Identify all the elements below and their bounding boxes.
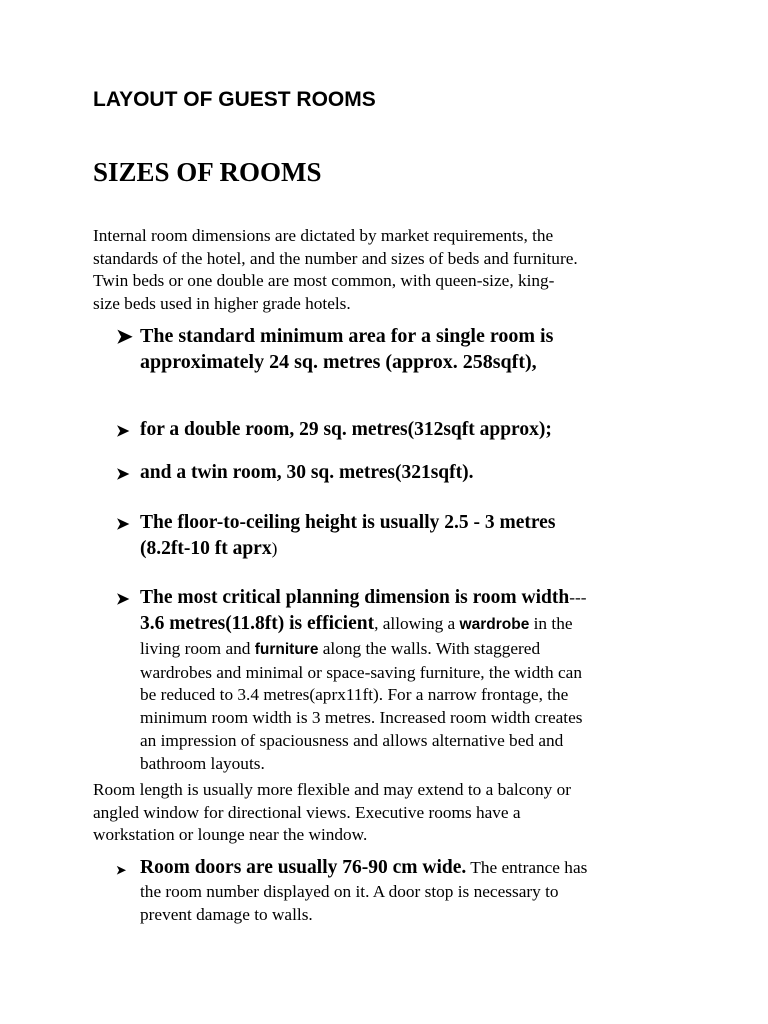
bullet-double-room: for a double room, 29 sq. metres(312sqft approx);	[140, 419, 552, 440]
page-title: LAYOUT OF GUEST ROOMS	[93, 88, 376, 111]
bullet-line: bathroom layouts.	[140, 753, 265, 773]
bullet-ceiling-height	[140, 510, 680, 562]
bullet-text: along the walls. With staggered	[318, 639, 541, 658]
bullet-text: in the	[529, 614, 573, 633]
paragraph-line: Room length is usually more flexible and may extend to a balcony or	[93, 780, 572, 799]
bullet-text: living room and	[140, 639, 255, 658]
bullet-twin-room: and a twin room, 30 sq. metres(321sqft).	[140, 462, 474, 483]
bullet-line	[140, 856, 680, 881]
bullet-text: Room doors are usually 76-90 cm wide.	[140, 857, 467, 878]
bullet-line: prevent damage to walls.	[140, 904, 313, 924]
bullet-line: be reduced to 3.4 metres(aprx11ft). For a narrow frontage, the	[140, 685, 569, 705]
bullet-line: minimum room width is 3 metres. Increased room width creates	[140, 708, 583, 728]
section-heading: SIZES OF ROOMS	[93, 157, 322, 187]
bullet-text: wardrobe	[459, 616, 530, 633]
room-length-paragraph	[93, 779, 683, 847]
bullet-arrow-icon: ➤	[116, 326, 133, 348]
bullet-text: (8.2ft-10 ft aprx	[140, 538, 272, 559]
bullet-line	[140, 536, 680, 562]
intro-line: size beds used in higher grade hotels.	[93, 294, 351, 314]
bullet-line	[140, 638, 680, 662]
bullet-text: 3.6 metres(11.8ft) is efficient	[140, 613, 375, 634]
bullet-text: ---	[569, 588, 587, 607]
bullet-text: )	[271, 539, 278, 558]
bullet-arrow-icon: ➤	[116, 466, 130, 483]
intro-line: standards of the hotel, and the number and sizes of beds and furniture.	[93, 248, 578, 268]
bullet-line	[140, 611, 680, 638]
bullet-arrow-icon: ➤	[116, 591, 130, 608]
bullet-arrow-icon: ➤	[116, 516, 130, 533]
paragraph-line: workstation or lounge near the window.	[93, 825, 368, 845]
bullet-line: the room number displayed on it. A door stop is necessary to	[140, 882, 559, 901]
intro-line: Internal room dimensions are dictated by market requirements, the	[93, 226, 554, 245]
bullet-line: approximately 24 sq. metres (approx. 258sqft),	[140, 351, 537, 373]
intro-line: Twin beds or one double are most common, with queen-size, king-	[93, 271, 555, 291]
paragraph-line: angled window for directional views. Executive rooms have a	[93, 802, 521, 822]
bullet-line: The floor-to-ceiling height is usually 2.5 - 3 metres	[140, 512, 556, 533]
bullet-text: The most critical planning dimension is room width	[140, 587, 570, 608]
bullet-text: The entrance has	[466, 858, 588, 877]
bullet-arrow-icon: ➤	[116, 423, 130, 440]
bullet-text: furniture	[254, 641, 319, 658]
bullet-line	[140, 585, 680, 611]
bullet-room-width	[140, 585, 680, 775]
bullet-line: The standard minimum area for a single room is	[140, 325, 554, 347]
bullet-room-doors	[140, 856, 680, 926]
bullet-arrow-icon: ➤	[116, 863, 127, 877]
bullet-single-room	[140, 323, 680, 375]
intro-paragraph	[93, 225, 663, 316]
bullet-line: wardrobes and minimal or space-saving furniture, the width can	[140, 662, 582, 682]
bullet-text: , allowing a	[374, 614, 460, 633]
bullet-line: an impression of spaciousness and allows alternative bed and	[140, 730, 564, 750]
